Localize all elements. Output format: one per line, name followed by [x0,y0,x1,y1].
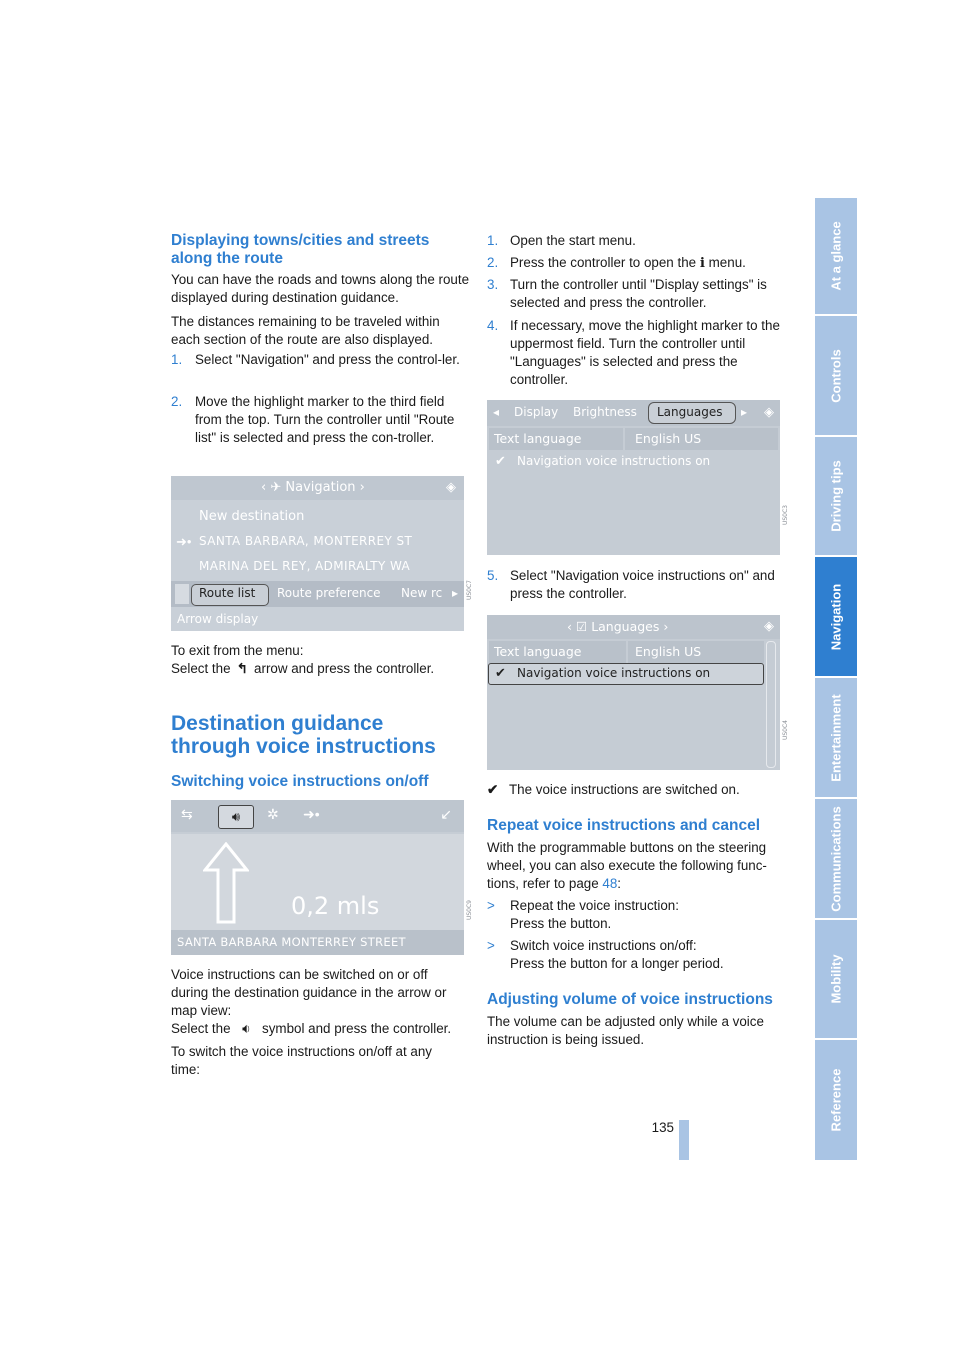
tab-navigation[interactable]: Navigation [815,557,857,676]
section-heading-towns: Displaying towns/cities and streets along the route [171,232,430,267]
tab-controls[interactable]: Controls [815,316,857,435]
list-item: 2. Press the controller to open the i menu. [487,255,746,271]
settings-icon: ◈ [764,404,774,419]
screenshot-route-list [171,476,464,631]
paragraph: To switch the voice instructions on/off at any time: [171,1044,433,1077]
row-label: Navigation voice instructions on [517,666,711,680]
section-heading-voice: through voice instructions [171,735,436,758]
row-label: Navigation voice instructions on [517,454,711,468]
image-code: US0C3 [782,505,789,526]
distance-readout: 0,2 mls [291,892,380,920]
section-heading-repeat: Repeat voice instructions and cancel [487,817,761,834]
paragraph: during the destination guidance in the arrow or [171,985,447,1000]
chevron-right-icon: ▸ [741,405,748,419]
list-item: 1. Open the start menu. [487,233,636,248]
tab-label: New rc [401,586,443,600]
arrow-icon: ➜• [176,534,192,549]
check-icon: ✔︎ [495,453,506,468]
screenshot-display-settings [487,400,780,555]
screen-row: Arrow display [177,612,259,626]
navigation-icon: ✈ [270,480,282,495]
paragraph: Voice instructions can be switched on or off [171,967,428,982]
back-arrow-icon: ↰ [236,661,248,676]
screenshot-languages [487,615,780,770]
chevron-left-icon: ◂ [493,405,500,419]
tab-entertainment[interactable]: Entertainment [815,678,857,797]
screen-title: ‹ ✈ Navigation › [261,480,365,495]
paragraph: Select the 🔉︎ symbol and press the controller. [171,1021,452,1036]
list-item: > Switch voice instructions on/off: Press the button for a longer period. [487,938,724,971]
list-item: 5. Select "Navigation voice instructions on" and press the controller. [487,568,775,601]
check-icon: ✔︎ [495,665,506,680]
paragraph: With the programmable buttons on the steering wheel, you can also execute the following func-tions, refer to page 48: [487,840,767,891]
tab-at-a-glance[interactable]: At a glance [815,198,857,314]
list-item: 1. Select "Navigation" and press the control-ler. [171,352,460,367]
paragraph: Select the ↰ arrow and press the controller. [171,661,435,676]
tab-communications[interactable]: Communications [815,799,857,918]
tab-reference[interactable]: Reference [815,1040,857,1160]
info-icon: i [699,255,705,271]
chapter-tabs [815,198,857,1160]
paragraph: map view: [171,1003,232,1018]
screen-row: SANTA BARBARA, MONTERREY ST [199,534,413,548]
page-number: 135 [651,1120,674,1135]
list-item: 4. If necessary, move the highlight marker to the uppermost field. Turn the controller until "Languages" is selected and press the controller. [487,318,780,387]
row-label: Text language [494,644,582,659]
compass-icon: ↙ [440,806,452,822]
speaker-button: 🔊︎ [218,805,254,829]
settings-icon: ◈ [764,618,774,633]
tab-label: Languages [657,405,723,419]
image-code: US0C7 [466,580,473,601]
row-value: English US [635,431,702,446]
image-code: US0C4 [782,720,789,741]
section-heading-volume: Adjusting volume of voice instructions [487,991,773,1008]
list-item: > Repeat the voice instruction: Press the button. [487,898,679,931]
street-name: SANTA BARBARA MONTERREY STREET [177,935,406,949]
screen-row: MARINA DEL REY, ADMIRALTY WA [199,559,411,573]
list-item: 2. Move the highlight marker to the third field from the top. Turn the controller until "Route list" is selected and press the con-troller. [171,394,455,445]
settings-check-icon: ☑ [575,619,588,634]
paragraph: The volume can be adjusted only while a voice instruction is being issued. [487,1014,764,1047]
back-arrow-icon: ⇆ [181,806,193,822]
section-heading-voice: Destination guidance [171,712,384,735]
screen-title: ‹ ☑ Languages › [567,619,669,634]
map-icon: ✲ [267,806,279,822]
page-marker [679,1120,689,1160]
check-icon: ✔︎ [487,782,499,797]
tab-driving-tips[interactable]: Driving tips [815,437,857,555]
paragraph: To exit from the menu: [171,643,304,658]
paragraph: You can have the roads and towns along the route displayed during destination guidance. [171,272,470,305]
tab-label: Display [514,405,559,419]
chevron-right-icon: ▸ [451,586,458,600]
screenshot-arrow-view [171,800,464,955]
row-value: English US [635,644,702,659]
list-item: 3. Turn the controller until "Display settings" is selected and press the controller. [487,277,767,310]
page-link[interactable]: 48 [602,876,618,891]
straight-arrow-icon [203,842,249,924]
paragraph: ✔︎ The voice instructions are switched on. [487,782,740,797]
route-icon: ➜• [303,806,320,822]
screen-row: New destination [199,509,305,524]
tab-mobility[interactable]: Mobility [815,920,857,1038]
tab-label: Route list [199,586,256,600]
tab-label: Route preference [277,586,381,600]
row-label: Text language [494,431,582,446]
settings-icon: ◈ [446,479,456,494]
paragraph: The distances remaining to be traveled within each section of the route are also displayed. [171,314,440,347]
section-heading-switching: Switching voice instructions on/off [171,773,429,790]
tab-label: Brightness [573,405,637,419]
speaker-icon: 🔉︎ [242,1021,251,1036]
image-code: US0C9 [466,900,473,921]
scrollbar [766,641,776,768]
